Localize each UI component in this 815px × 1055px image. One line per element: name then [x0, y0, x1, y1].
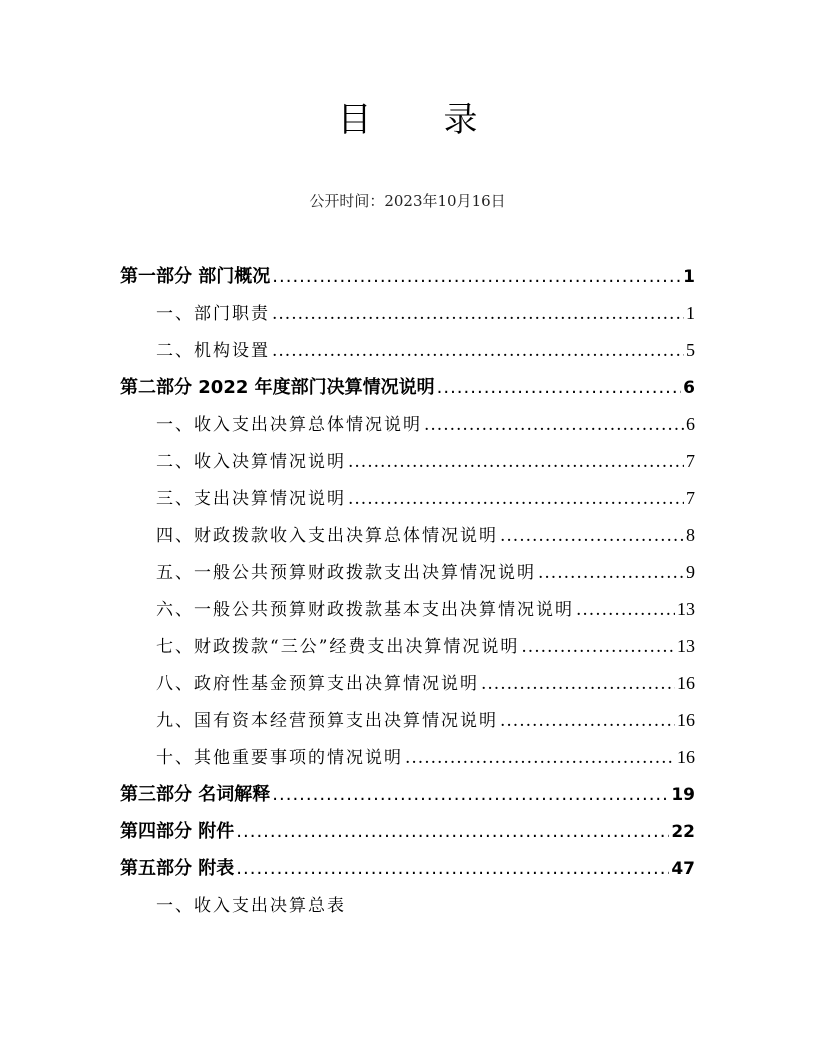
toc-section[interactable] — [156, 743, 695, 775]
toc-page-number: 1 — [683, 267, 695, 287]
toc-part-1[interactable] — [120, 262, 695, 294]
toc-trailing-item — [156, 891, 695, 923]
toc-page-number: 6 — [683, 378, 695, 398]
toc-label: 三、支出决算情况说明 — [156, 489, 346, 509]
publish-date: 公开时间：2023年10月16日 — [309, 192, 506, 210]
dot-leader — [272, 304, 684, 324]
dot-leader — [500, 526, 684, 546]
toc-page-number: 47 — [671, 859, 695, 879]
toc-section[interactable] — [156, 521, 695, 553]
toc-label: 五、一般公共预算财政拨款支出决算情况说明 — [156, 563, 536, 583]
toc-label: 第五部分 附表 — [120, 858, 235, 879]
toc-page-number: 6 — [686, 414, 695, 434]
dot-leader — [272, 784, 669, 805]
dot-leader — [437, 377, 682, 398]
toc-label: 一、收入支出决算总体情况说明 — [156, 415, 422, 435]
toc-page-number: 16 — [677, 747, 695, 767]
toc-page-number: 1 — [686, 303, 695, 323]
toc-section[interactable] — [156, 299, 695, 331]
toc-label: 第一部分 部门概况 — [120, 266, 271, 287]
title-char-2: 录 — [443, 100, 478, 140]
toc-section[interactable] — [156, 595, 695, 627]
toc-page-number: 16 — [677, 710, 695, 730]
toc-section[interactable] — [156, 410, 695, 442]
toc-part-5[interactable] — [120, 854, 695, 886]
dot-leader — [576, 600, 675, 620]
toc-label: 四、财政拨款收入支出决算总体情况说明 — [156, 526, 498, 546]
toc-section[interactable] — [156, 447, 695, 479]
toc-page-number: 7 — [686, 488, 695, 508]
toc-page-number: 13 — [677, 599, 695, 619]
toc-section[interactable] — [156, 484, 695, 516]
dot-leader — [236, 821, 669, 842]
toc-part-4[interactable] — [120, 817, 695, 849]
dot-leader — [272, 341, 684, 361]
dot-leader — [481, 674, 675, 694]
dot-leader — [348, 489, 684, 509]
toc-page-number: 16 — [677, 673, 695, 693]
toc-page-number: 13 — [677, 636, 695, 656]
dot-leader — [272, 266, 681, 287]
dot-leader — [405, 748, 675, 768]
toc-label: 十、其他重要事项的情况说明 — [156, 748, 403, 768]
toc-section[interactable] — [156, 706, 695, 738]
toc-label: 第三部分 名词解释 — [120, 784, 271, 805]
dot-leader — [424, 415, 684, 435]
title-char-1: 目 — [337, 100, 372, 140]
dot-leader — [500, 711, 675, 731]
toc-page-number: 8 — [686, 525, 695, 545]
toc-label: 七、财政拨款“三公”经费支出决算情况说明 — [156, 637, 520, 657]
toc-label: 第四部分 附件 — [120, 821, 235, 842]
toc-section[interactable] — [156, 336, 695, 368]
toc-part-2[interactable] — [120, 373, 695, 405]
toc-section[interactable] — [156, 669, 695, 701]
toc-label: 二、收入决算情况说明 — [156, 452, 346, 472]
toc-page-number: 7 — [686, 451, 695, 471]
toc-label: 六、一般公共预算财政拨款基本支出决算情况说明 — [156, 600, 574, 620]
toc-section[interactable] — [156, 558, 695, 590]
toc-label: 一、部门职责 — [156, 304, 270, 324]
toc-label: 八、政府性基金预算支出决算情况说明 — [156, 674, 479, 694]
toc-label: 二、机构设置 — [156, 341, 270, 361]
toc-label: 一、收入支出决算总表 — [156, 896, 346, 916]
dot-leader — [538, 563, 684, 583]
toc-label: 第二部分 2022 年度部门决算情况说明 — [120, 377, 435, 398]
dot-leader — [348, 452, 684, 472]
toc-page-number: 5 — [686, 340, 695, 360]
dot-leader — [521, 637, 675, 657]
dot-leader — [236, 858, 669, 879]
toc-page-number: 22 — [671, 822, 695, 842]
toc-section[interactable] — [156, 632, 695, 664]
toc-page-number: 19 — [671, 785, 695, 805]
toc-part-3[interactable] — [120, 780, 695, 812]
toc-page-number: 9 — [686, 562, 695, 582]
toc-label: 九、国有资本经营预算支出决算情况说明 — [156, 711, 498, 731]
page-title — [0, 92, 815, 141]
